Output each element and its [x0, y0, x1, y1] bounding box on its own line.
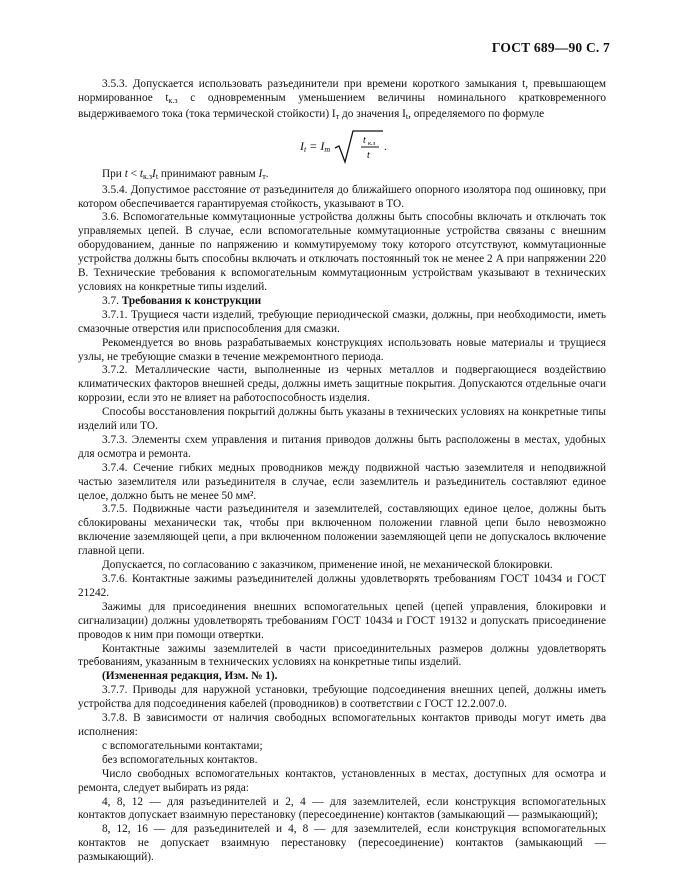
clause-3-6: 3.6. Вспомогательные коммутационные устройства должны быть способны включать и отключать ток управляемых цепей. В случае, если вспомогательные коммутационные устройства связаны с внешним оборудованием, данные по напряжению и коммутируемому току которого отсутствуют, коммутационные устройства должны быть способны включать и отключать постоянный ток не менее 2 А при напряжении 220 В. Технические требования к вспомогательным коммутационным устройствам указывают в технических условиях на конкретные типы изделий.	[78, 211, 606, 293]
formula: $I_t = I_т$ t к.з t .	[78, 130, 606, 164]
paragraph: 4, 8, 12 — для разъединителей и 2, 4 — для заземлителей, если конструкция вспомогательных контактов допускает взаимную перестановку (пересоединение) контактов (замыкающий — размыкающий);	[78, 795, 606, 822]
clause-3-7-4: 3.7.4. Сечение гибких медных проводников между подвижной частью заземлителя и неподвижной частью заземлителя или разъединителя в случае, если заземлитель и разъединитель составляют единое целое, должно быть не менее 50 мм².	[78, 461, 606, 502]
paragraph: Рекомендуется во вновь разрабатываемых конструкциях использовать новые материалы и трущиеся узлы, не требующие смазки в течение межремонтного периода.	[78, 336, 606, 363]
section-3-7-heading: 3.7. Требования к конструкции	[102, 294, 262, 307]
list-item: с вспомогательными контактами;	[102, 739, 263, 752]
clause-3-7-6: 3.7.6. Контактные зажимы разъединителей должны удовлетворять требованиям ГОСТ 10434 и ГОСТ 21242.	[78, 573, 606, 599]
amendment-note: (Измененная редакция, Изм. № 1).	[102, 670, 278, 683]
svg-text:к.з: к.з	[368, 139, 376, 147]
formula-denominator: t	[367, 149, 370, 161]
clause-3-7-5: 3.7.5. Подвижные части разъединителя и заземлителей, составляющих единое целое, должны быть сблокированы механически так, чтобы при включенном положении главной цепи было невозможно включение заземляющей цепи, а при включенном положении заземляющей цепи не допускалось включение главной цепи.	[78, 503, 606, 558]
clause-3-7-2: 3.7.2. Металлические части, выполненные из черных металлов и подвергающиеся воздействию климатических факторов внешней среды, должны иметь защитные покрытия. Допускаются отдельные очаги коррозии, если это не влияет на работоспособность изделия.	[78, 364, 606, 405]
clause-3-7-7: 3.7.7. Приводы для наружной установки, требующие подсоединения внешних цепей, должны иметь устройства для подсоединения кабелей (проводников) в соответствии с ГОСТ 12.2.007.0.	[78, 684, 606, 711]
paragraph: Контактные зажимы заземлителей в части присоединительных размеров должны удовлетворять требованиям, указанным в технических условиях на конкретные типы изделий.	[78, 642, 606, 669]
paragraph: Число свободных вспомогательных контактов, установленных в местах, доступных для осмотра и ремонта, следует выбирать из ряда:	[78, 767, 606, 794]
clause-3-7-3: 3.7.3. Элементы схем управления и питания приводов должны быть расположены в местах, удобных для осмотра и ремонта.	[78, 433, 606, 460]
document-body	[78, 78, 606, 865]
paragraph: Зажимы для присоединения внешних вспомогательных цепей (цепей управления, блокировки и сигнализации) должны удовлетворять требованиям ГОСТ 10434 и ГОСТ 19132 и допускать присоединение проводов к ним при помощи отвертки.	[78, 600, 606, 641]
clause-3-7-8: 3.7.8. В зависимости от наличия свободных вспомогательных контактов приводы могут иметь два исполнения:	[78, 712, 606, 738]
sqrt-symbol	[333, 130, 385, 164]
paragraph: Допускается, по согласованию с заказчиком, применение иной, не механической блокировки.	[102, 559, 553, 572]
formula-numerator: t	[363, 134, 366, 146]
paragraph: Способы восстановления покрытий должны быть указаны в технических условиях на конкретные типы изделий или ТО.	[78, 406, 606, 433]
page-header: ГОСТ 689—90 С. 7	[491, 40, 610, 55]
condition-line: При $t < t_{к.з}I_t$ принимают равным $I_т$.	[102, 167, 269, 181]
clause-3-7-1: 3.7.1. Трущиеся части изделий, требующие периодической смазки, должны, при необходимости, иметь смазочные отверстия или приспособления для смазки.	[78, 308, 606, 335]
list-item: без вспомогательных контактов.	[102, 753, 258, 766]
clause-3-5-3: 3.5.3. Допускается использовать разъединители при времени короткого замыкания t, превышающем нормированное $t_{к.з}$ с одновременным уменьшением величины номинального кратковременного выдерживаемого тока (тока термической стойкости) $I_т$ до значения $I_t$, определяемого по формуле	[78, 78, 606, 121]
clause-3-5-4: 3.5.4. Допустимое расстояние от разъединителя до ближайшего опорного изолятора под ошиновку, при котором обеспечивается гарантируемая стойкость, указывают в ТО.	[78, 183, 606, 210]
paragraph: 8, 12, 16 — для разъединителей и 4, 8 — для заземлителей, если конструкция вспомогательных контактов не допускает взаимную перестановку (пересоединение) контактов (замыкающий — размыкающий).	[78, 823, 606, 864]
